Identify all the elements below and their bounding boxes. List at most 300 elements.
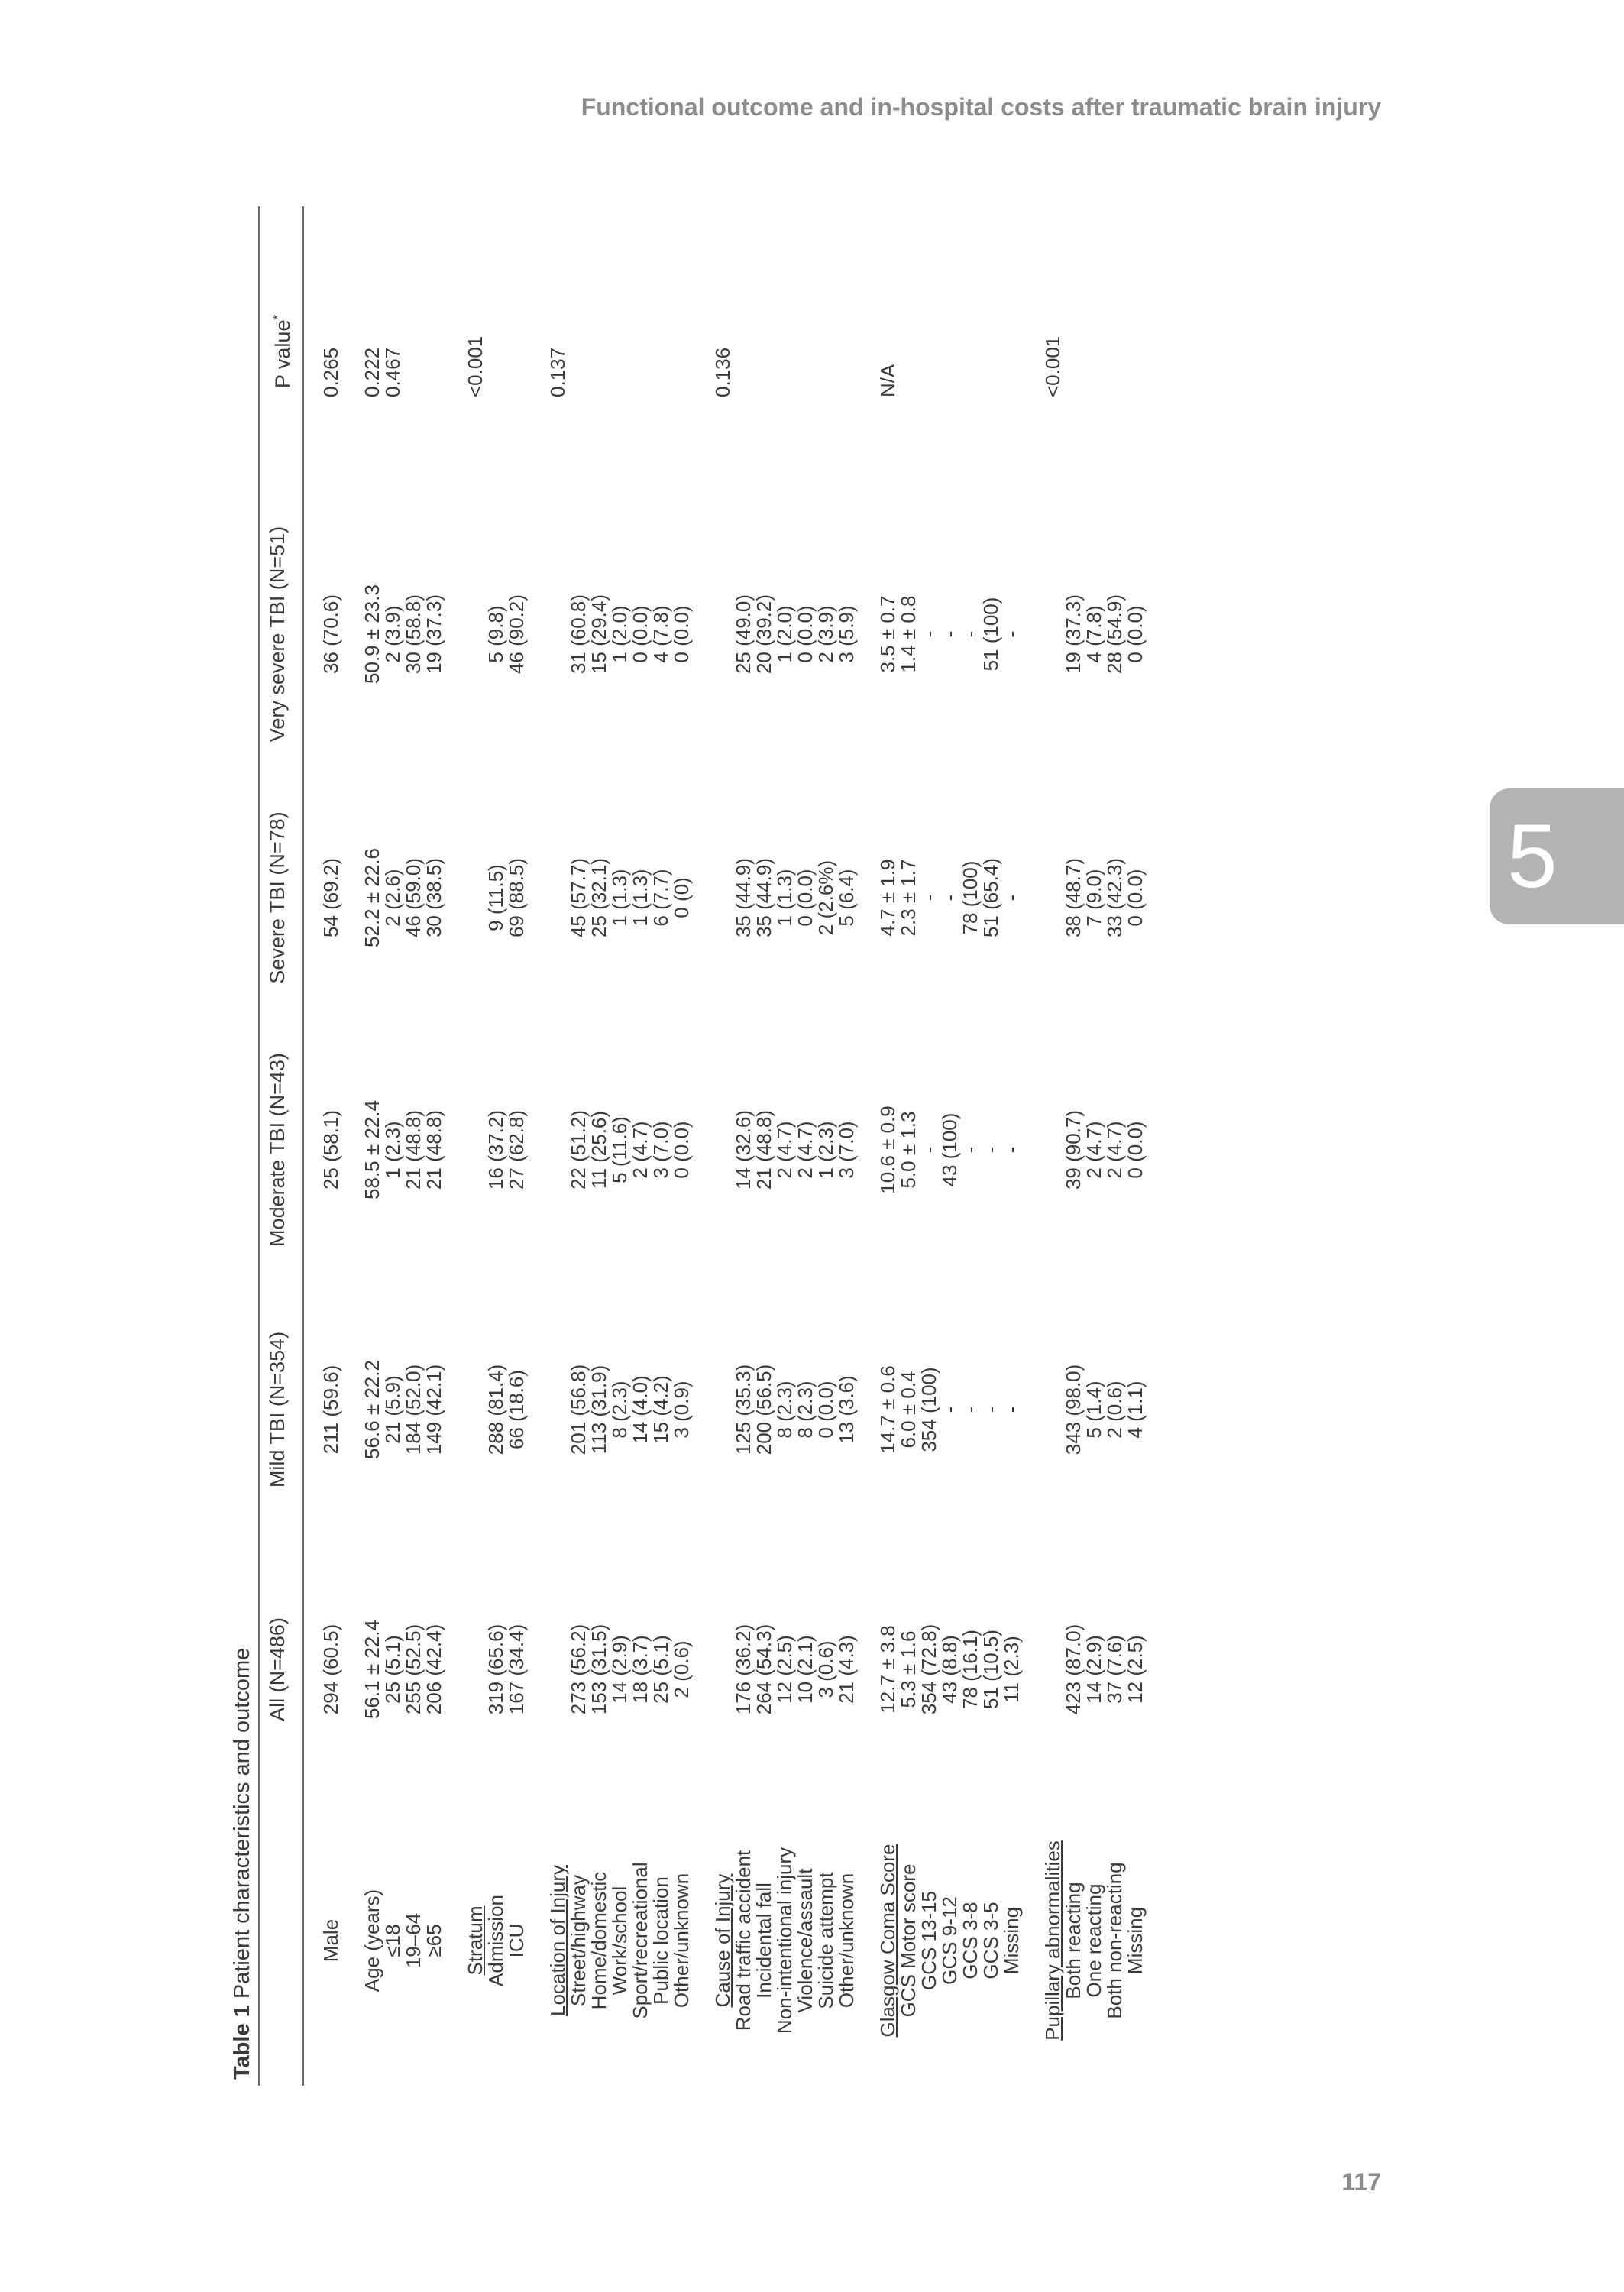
spacer-cell [527, 206, 548, 497]
row-label: Glasgow Coma Score [876, 1844, 899, 2038]
cell-mild: 8 (2.3) [608, 1381, 631, 1439]
table-row [733, 206, 754, 2086]
spacer-cell [692, 1543, 713, 1795]
cell-moderate: - [979, 1146, 1002, 1154]
cell-severe: 1 (1.3) [608, 869, 631, 927]
spacer-cell [857, 772, 878, 1024]
cell-p-value [610, 206, 630, 497]
row-label: GCS 13-15 [917, 1890, 940, 1991]
cell-mild [713, 1276, 733, 1543]
cell-p-value [403, 206, 424, 497]
cell-mild: 5 (1.4) [1082, 1381, 1105, 1439]
table-row [981, 206, 1001, 2086]
cell-very-severe: 1 (2.0) [608, 605, 631, 663]
table-row [960, 206, 981, 2086]
cell-p-value [795, 206, 816, 497]
cell-all: 56.1 ± 22.4 [361, 1620, 383, 1719]
cell-moderate [465, 1024, 486, 1276]
spacer-cell [527, 497, 548, 772]
cell-mild: 15 (4.2) [649, 1375, 672, 1444]
cell-moderate: - [1000, 1146, 1023, 1154]
cell-p-value [1084, 206, 1105, 497]
cell-very-severe: 4 (7.8) [649, 605, 672, 663]
cell-moderate: 1 (2.3) [814, 1121, 837, 1179]
cell-severe: 51 (65.4) [979, 857, 1002, 938]
cell-all [1043, 1543, 1063, 1795]
spacer-cell [527, 1795, 548, 2086]
cell-p-value [1001, 206, 1022, 497]
row-label: ≤18 [381, 1924, 404, 1957]
cell-very-severe [1043, 497, 1063, 772]
header-mild: Mild TBI (N=354) [260, 1276, 303, 1543]
cell-p-value: 0.467 [381, 347, 404, 397]
cell-moderate: 2 (4.7) [1082, 1121, 1105, 1179]
cell-all: 14 (2.9) [608, 1635, 631, 1704]
table-row [1001, 206, 1022, 2086]
cell-moderate: 2 (4.7) [773, 1121, 796, 1179]
spacer-cell [692, 772, 713, 1024]
cell-p-value: 0.222 [361, 347, 383, 397]
row-label: Age (years) [361, 1889, 383, 1993]
cell-p-value [1063, 206, 1084, 497]
cell-p-value: 0.137 [546, 347, 569, 397]
cell-moderate: 25 (58.1) [319, 1109, 342, 1190]
cell-mild: 211 (59.6) [319, 1365, 342, 1455]
cell-p-value [1105, 206, 1125, 497]
table-row [568, 206, 589, 2086]
cell-very-severe: 28 (54.9) [1103, 594, 1126, 675]
cell-severe: 2 (2.6) [381, 869, 404, 927]
spacer-cell [527, 1024, 548, 1276]
cell-moderate: 21 (48.8) [422, 1109, 445, 1190]
cell-p-value [816, 206, 836, 497]
cell-p-value [754, 206, 775, 497]
running-header: Functional outcome and in-hospital costs after traumatic brain injury [581, 93, 1381, 121]
cell-mild: 4 (1.1) [1124, 1381, 1147, 1439]
table-row [836, 206, 857, 2086]
row-label: Incidental fall [752, 1882, 775, 1999]
table-row [1063, 206, 1084, 2086]
cell-mild [548, 1276, 568, 1543]
chapter-number: 5 [1507, 806, 1558, 907]
cell-mild: 184 (52.0) [402, 1364, 425, 1455]
cell-all: 255 (52.5) [402, 1624, 425, 1715]
cell-p-value [568, 206, 589, 497]
spacer-cell [445, 497, 465, 772]
header-moderate: Moderate TBI (N=43) [260, 1024, 303, 1276]
cell-p-value [919, 206, 940, 497]
cell-p-value [589, 206, 610, 497]
table-row [362, 206, 383, 2086]
cell-mild: 201 (56.8) [567, 1364, 590, 1455]
row-label: Cause of Injury [711, 1873, 734, 2008]
cell-p-value [733, 206, 754, 497]
row-label: Non-intentional injury [773, 1847, 796, 2035]
spacer-cell [341, 1795, 362, 2086]
spacer-cell [1022, 206, 1043, 497]
row-label: Pupillary abnormalities [1041, 1840, 1064, 2041]
cell-very-severe [465, 497, 486, 772]
cell-severe: 4.7 ± 1.9 [876, 859, 899, 937]
table-row [465, 206, 486, 2086]
cell-all: 43 (8.8) [938, 1635, 961, 1704]
cell-severe: 30 (38.5) [422, 857, 445, 938]
cell-p-value: N/A [876, 364, 899, 397]
cell-mild: 343 (98.0) [1062, 1364, 1085, 1455]
cell-all: 5.3 ± 1.6 [897, 1630, 920, 1708]
cell-all: 78 (16.1) [959, 1629, 982, 1710]
row-label: Violence/assault [794, 1868, 817, 2013]
cell-severe: 35 (44.9) [752, 857, 775, 938]
cell-mild: 288 (81.4) [484, 1364, 507, 1455]
cell-p-value [671, 206, 692, 497]
cell-mild: 0 (0.0) [814, 1381, 837, 1439]
cell-mild: - [979, 1406, 1002, 1413]
cell-all: 294 (60.5) [319, 1624, 342, 1715]
table-caption-label: Table 1 [230, 2005, 254, 2080]
row-label: Other/unknown [835, 1873, 858, 2009]
cell-very-severe: - [917, 630, 940, 638]
cell-moderate: 0 (0.0) [670, 1121, 693, 1179]
cell-moderate: 39 (90.7) [1062, 1109, 1085, 1190]
cell-very-severe: 46 (90.2) [505, 594, 528, 675]
table-spacer-row [1022, 206, 1043, 2086]
cell-p-value [836, 206, 857, 497]
cell-severe [713, 772, 733, 1024]
spacer-cell [857, 1543, 878, 1795]
cell-very-severe: - [959, 630, 982, 638]
cell-moderate: 58.5 ± 22.4 [361, 1100, 383, 1199]
row-label: Work/school [608, 1886, 631, 1996]
spacer-cell [692, 206, 713, 497]
cell-all: 264 (54.3) [752, 1624, 775, 1715]
cell-severe: 2.3 ± 1.7 [897, 859, 920, 937]
cell-severe: 0 (0) [670, 877, 693, 918]
table-row [898, 206, 919, 2086]
cell-mild: 8 (2.3) [773, 1381, 796, 1439]
cell-all: 14 (2.9) [1082, 1635, 1105, 1704]
cell-severe: 46 (59.0) [402, 857, 425, 938]
row-label: 19–64 [402, 1912, 425, 1969]
table-row [589, 206, 610, 2086]
row-label: Suicide attempt [814, 1872, 837, 2009]
cell-p-value: 0.136 [711, 347, 734, 397]
cell-mild: 14 (4.0) [629, 1375, 652, 1444]
cell-moderate: 3 (7.0) [649, 1121, 672, 1179]
cell-very-severe: 25 (49.0) [732, 594, 755, 675]
table-spacer-row [341, 206, 362, 2086]
spacer-cell [527, 772, 548, 1024]
table-row [630, 206, 651, 2086]
table-row [303, 206, 341, 2086]
table-row [403, 206, 424, 2086]
cell-moderate: 22 (51.2) [567, 1109, 590, 1190]
cell-moderate [713, 1024, 733, 1276]
cell-all: 206 (42.4) [422, 1624, 445, 1715]
table-row [1105, 206, 1125, 2086]
cell-moderate: 21 (48.8) [752, 1109, 775, 1190]
cell-very-severe: 3 (5.9) [835, 605, 858, 663]
cell-p-value [506, 206, 527, 497]
cell-moderate: 2 (4.7) [1103, 1121, 1126, 1179]
spacer-cell [857, 206, 878, 497]
cell-p-value [775, 206, 795, 497]
cell-severe: 0 (0.0) [1124, 869, 1147, 927]
header-p-value-text: P value [271, 319, 294, 389]
cell-mild: 13 (3.6) [835, 1375, 858, 1444]
spacer-cell [341, 1543, 362, 1795]
spacer-cell [692, 497, 713, 772]
cell-mild [465, 1276, 486, 1543]
table-row [610, 206, 630, 2086]
cell-mild: 200 (56.5) [752, 1364, 775, 1455]
cell-all: 51 (10.5) [979, 1629, 1002, 1710]
cell-severe: 6 (7.7) [649, 869, 672, 927]
cell-moderate: 1 (2.3) [381, 1121, 404, 1179]
cell-all: 319 (65.6) [484, 1624, 507, 1715]
cell-severe: 54 (69.2) [319, 857, 342, 938]
table-header-row [260, 206, 303, 2086]
cell-moderate: 2 (4.7) [794, 1121, 817, 1179]
row-label: Sport/recreational [629, 1862, 652, 2019]
cell-severe: 5 (6.4) [835, 869, 858, 927]
cell-all: 2 (0.6) [670, 1640, 693, 1698]
spacer-cell [527, 1276, 548, 1543]
table-row [1125, 206, 1146, 2086]
cell-p-value [486, 206, 506, 497]
cell-all: 423 (87.0) [1062, 1624, 1085, 1715]
table-row [651, 206, 671, 2086]
header-blank [260, 1795, 303, 2086]
row-label: One reacting [1082, 1883, 1105, 1998]
cell-very-severe: 3.5 ± 0.7 [876, 595, 899, 673]
cell-mild: 354 (100) [917, 1367, 940, 1452]
cell-p-value [981, 206, 1001, 497]
cell-mild: 21 (5.9) [381, 1375, 404, 1444]
table-body [303, 206, 1146, 2086]
table-caption-text: Patient characteristics and outcome [230, 1647, 254, 2006]
cell-moderate: 2 (4.7) [629, 1121, 652, 1179]
cell-severe [465, 772, 486, 1024]
cell-severe: 52.2 ± 22.6 [361, 848, 383, 947]
header-p-value-footnote-mark: * [270, 314, 285, 320]
cell-moderate [1043, 1024, 1063, 1276]
spacer-cell [692, 1276, 713, 1543]
table-row [424, 206, 445, 2086]
spacer-cell [692, 1795, 713, 2086]
cell-all: 12.7 ± 3.8 [876, 1625, 899, 1714]
spacer-cell [445, 1024, 465, 1276]
table-row [919, 206, 940, 2086]
spacer-cell [857, 1024, 878, 1276]
cell-p-value: <0.001 [464, 335, 487, 397]
table-row [713, 206, 733, 2086]
spacer-cell [341, 206, 362, 497]
cell-moderate [548, 1024, 568, 1276]
row-label: Male [319, 1918, 342, 1963]
cell-severe [1043, 772, 1063, 1024]
header-p-value [260, 206, 303, 497]
cell-all [713, 1543, 733, 1795]
rotated-table [229, 206, 1366, 2086]
spacer-cell [1022, 1795, 1043, 2086]
table-row [1084, 206, 1105, 2086]
cell-severe: 33 (42.3) [1103, 857, 1126, 938]
cell-mild: 125 (35.3) [732, 1364, 755, 1455]
header-all: All (N=486) [260, 1543, 303, 1795]
cell-severe: 69 (88.5) [505, 857, 528, 938]
cell-moderate: 3 (7.0) [835, 1121, 858, 1179]
row-label: Home/domestic [587, 1871, 610, 2010]
patient-characteristics-table [260, 206, 1146, 2086]
spacer-cell [1022, 1276, 1043, 1543]
cell-all: 3 (0.6) [814, 1640, 837, 1698]
cell-moderate: - [959, 1146, 982, 1154]
cell-very-severe [548, 497, 568, 772]
cell-mild: 3 (0.9) [670, 1381, 693, 1439]
header-very-severe: Very severe TBI (N=51) [260, 497, 303, 772]
cell-p-value [651, 206, 671, 497]
cell-very-severe: 51 (100) [979, 597, 1002, 672]
row-label: ICU [505, 1923, 528, 1958]
row-label: GCS 3-5 [979, 1902, 1002, 1980]
cell-very-severe: 2 (3.9) [814, 605, 837, 663]
cell-very-severe: 1 (2.0) [773, 605, 796, 663]
cell-p-value [940, 206, 960, 497]
cell-all: 354 (72.8) [917, 1624, 940, 1715]
cell-severe: 35 (44.9) [732, 857, 755, 938]
cell-p-value [960, 206, 981, 497]
cell-very-severe: 0 (0.0) [1124, 605, 1147, 663]
page-number: 117 [1341, 2168, 1381, 2196]
cell-mild: 149 (42.1) [422, 1364, 445, 1455]
table-caption [229, 206, 260, 2086]
cell-moderate: - [917, 1146, 940, 1154]
cell-all: 12 (2.5) [773, 1635, 796, 1704]
table-row [383, 206, 403, 2086]
cell-very-severe: 0 (0.0) [629, 605, 652, 663]
cell-severe [548, 772, 568, 1024]
cell-all [465, 1543, 486, 1795]
cell-p-value: <0.001 [1041, 335, 1064, 397]
cell-all: 25 (5.1) [381, 1635, 404, 1704]
spacer-cell [445, 206, 465, 497]
row-label: Stratum [464, 1905, 487, 1976]
table-row [775, 206, 795, 2086]
cell-severe: 25 (32.1) [587, 857, 610, 938]
row-label: ≥65 [422, 1924, 445, 1957]
spacer-cell [857, 1795, 878, 2086]
spacer-cell [445, 772, 465, 1024]
spacer-cell [692, 1024, 713, 1276]
cell-all: 12 (2.5) [1124, 1635, 1147, 1704]
cell-mild: 8 (2.3) [794, 1381, 817, 1439]
table-spacer-row [692, 206, 713, 2086]
cell-very-severe: 36 (70.6) [319, 594, 342, 675]
cell-all: 37 (7.6) [1103, 1635, 1126, 1704]
table-row [940, 206, 960, 2086]
cell-mild: - [959, 1406, 982, 1413]
cell-moderate: 0 (0.0) [1124, 1121, 1147, 1179]
spacer-cell [341, 1024, 362, 1276]
cell-severe: 38 (48.7) [1062, 857, 1085, 938]
cell-moderate: 21 (48.8) [402, 1109, 425, 1190]
cell-severe: 1 (1.3) [773, 869, 796, 927]
cell-severe: - [1000, 894, 1023, 902]
table-row [486, 206, 506, 2086]
cell-all: 273 (56.2) [567, 1624, 590, 1715]
cell-all: 167 (34.4) [505, 1624, 528, 1715]
cell-all: 176 (36.2) [732, 1624, 755, 1715]
row-label: Both reacting [1062, 1882, 1085, 1999]
cell-p-value [424, 206, 445, 497]
spacer-cell [341, 772, 362, 1024]
cell-severe: - [938, 894, 961, 902]
cell-very-severe: 20 (39.2) [752, 594, 775, 675]
cell-very-severe: 19 (37.3) [422, 594, 445, 675]
table-spacer-row [857, 206, 878, 2086]
spacer-cell [341, 1276, 362, 1543]
cell-moderate: 11 (25.6) [587, 1110, 610, 1190]
row-label: Other/unknown [670, 1873, 693, 2009]
cell-all: 21 (4.3) [835, 1635, 858, 1704]
cell-mild: 56.6 ± 22.2 [361, 1360, 383, 1459]
cell-very-severe: 0 (0.0) [794, 605, 817, 663]
row-label: Public location [649, 1876, 672, 2005]
spacer-cell [857, 1276, 878, 1543]
row-label: GCS Motor score [897, 1863, 920, 2018]
spacer-cell [1022, 1024, 1043, 1276]
cell-all: 153 (31.5) [587, 1624, 610, 1715]
row-label: Missing [1124, 1906, 1147, 1975]
table-row [1043, 206, 1063, 2086]
cell-very-severe: 31 (60.8) [567, 594, 590, 675]
cell-mild: 6.0 ± 0.4 [897, 1371, 920, 1449]
spacer-cell [1022, 497, 1043, 772]
cell-very-severe: 1.4 ± 0.8 [897, 595, 920, 673]
spacer-cell [857, 497, 878, 772]
cell-moderate: 10.6 ± 0.9 [876, 1106, 899, 1194]
row-label: GCS 9-12 [938, 1896, 961, 1985]
table-spacer-row [445, 206, 465, 2086]
table-row [795, 206, 816, 2086]
row-label: Street/highway [567, 1875, 590, 2006]
cell-p-value [898, 206, 919, 497]
cell-all: 11 (2.3) [1000, 1636, 1023, 1703]
cell-very-severe: 19 (37.3) [1062, 594, 1085, 675]
spacer-cell [445, 1276, 465, 1543]
cell-severe: 45 (57.7) [567, 857, 590, 938]
cell-mild: 66 (18.6) [505, 1369, 528, 1450]
cell-severe: - [917, 894, 940, 902]
cell-very-severe: 15 (29.4) [587, 594, 610, 675]
cell-mild [1043, 1276, 1063, 1543]
row-label: Missing [1000, 1906, 1023, 1975]
cell-mild: 113 (31.9) [587, 1365, 610, 1455]
cell-very-severe: 50.9 ± 23.3 [361, 584, 383, 684]
cell-very-severe: 5 (9.8) [484, 605, 507, 663]
table-row [548, 206, 568, 2086]
cell-all: 25 (5.1) [649, 1635, 672, 1704]
cell-severe: 78 (100) [959, 860, 982, 935]
row-label: Road traffic accident [732, 1850, 755, 2031]
cell-moderate: 5 (11.6) [608, 1116, 631, 1183]
table-row [878, 206, 898, 2086]
row-label: Both non-reacting [1103, 1862, 1126, 2019]
cell-p-value: 0.265 [319, 347, 342, 397]
cell-very-severe: - [1000, 630, 1023, 638]
row-label: Location of Injury [546, 1865, 569, 2017]
